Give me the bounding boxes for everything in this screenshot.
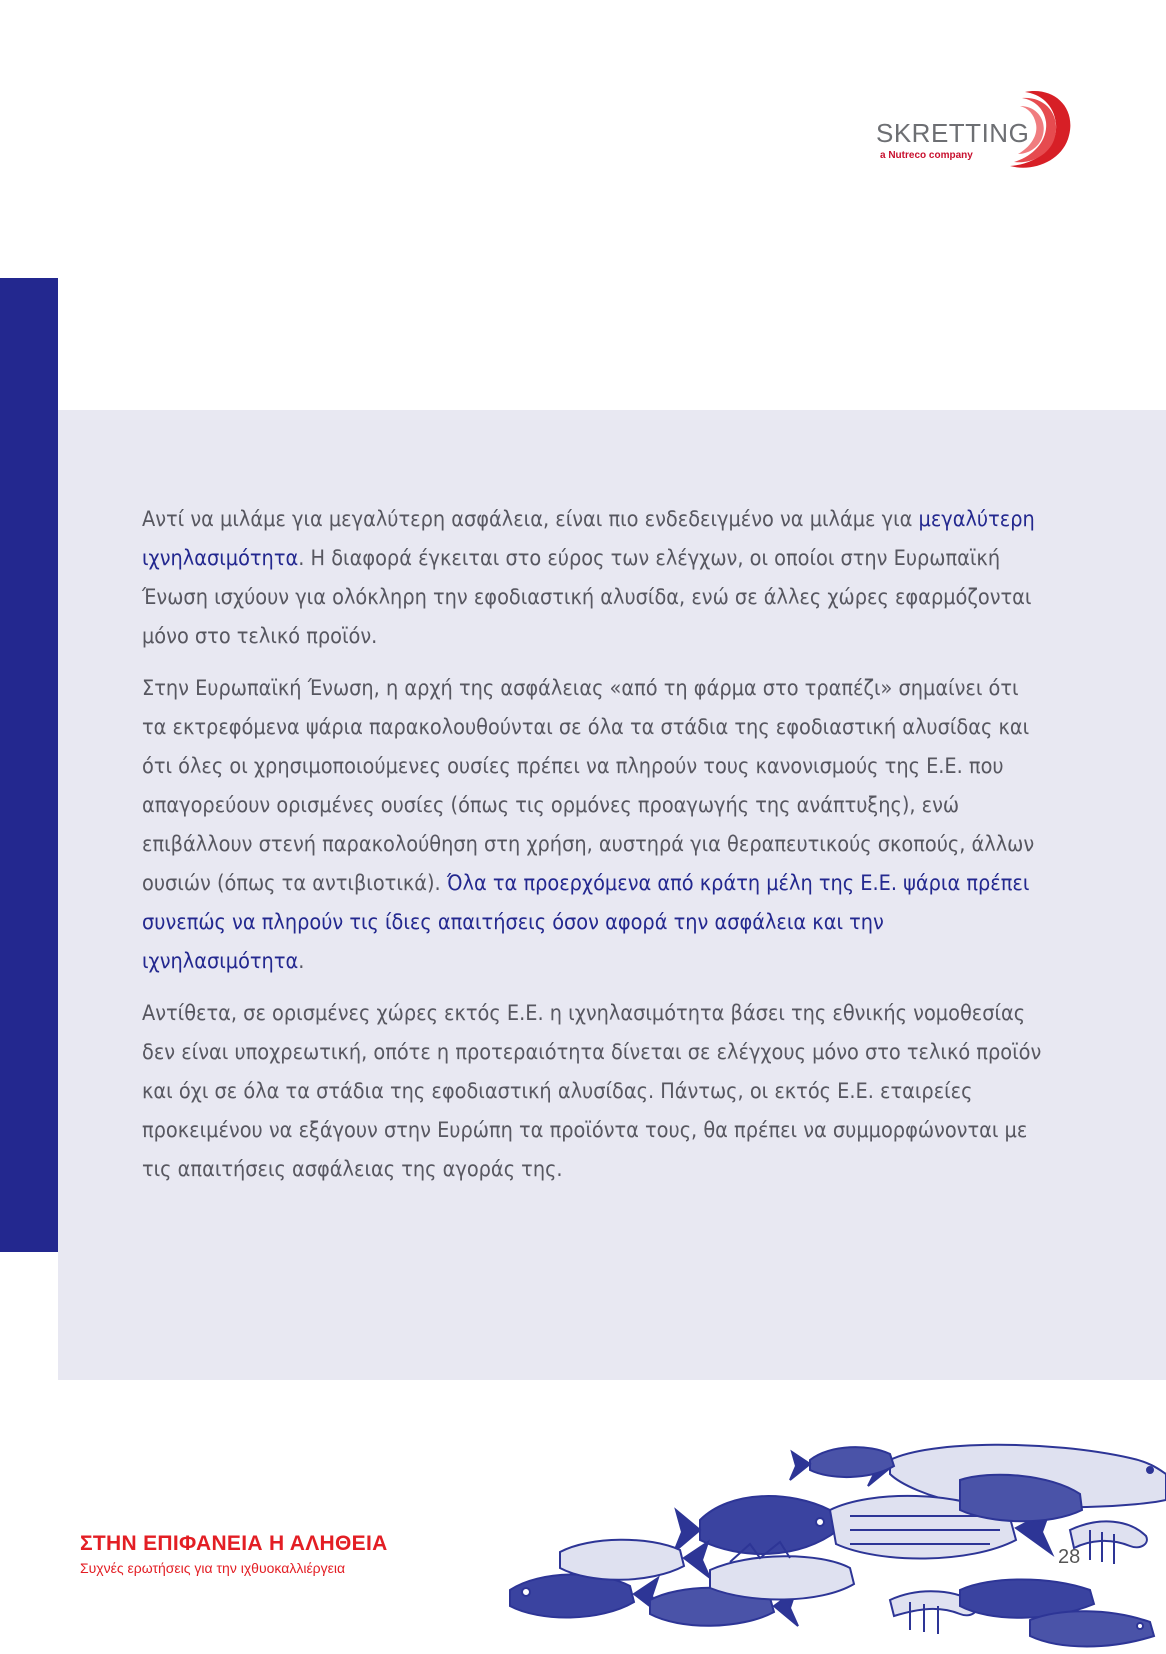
paragraph-1: Αντί να μιλάμε για μεγαλύτερη ασφάλεια, είναι πιο ενδεδειγμένο να μιλάμε για μεγαλύτερη ιχνηλασιμότητα. Η διαφορά έγκειται στο εύρος των ελέγχων, οι οποίοι στην Ευρωπαϊκή Ένωση ισχύουν για ολόκληρη την εφοδιαστική αλυσίδα, ενώ σε άλλες χώρες εφαρμόζονται μόνο στο τελικό προϊόν. <box>142 507 1035 649</box>
logo-wordmark: SKRETTING <box>876 118 1030 148</box>
highlight-traceability: μεγαλύτερη ιχνηλασιμότητα <box>142 507 1035 571</box>
side-accent-bar <box>0 278 58 1252</box>
footer-subtitle: Συχνές ερωτήσεις για την ιχθυοκαλλιέργεια <box>80 1560 346 1576</box>
paragraph-2: Στην Ευρωπαϊκή Ένωση, η αρχή της ασφάλειας «από τη φάρμα στο τραπέζι» σημαίνει ότι τα εκτρεφόμενα ψάρια παρακολουθούνται σε όλα τα στάδια της εφοδιαστική αλυσίδας και ότι όλες οι χρησιμοποιούμενες ουσίες πρέπει να πληρούν τους κανονισμούς της Ε.Ε. που απαγορεύουν ορισμένες ουσίες (όπως τις ορμόνες προαγωγής της ανάπτυξης), ενώ επιβάλλουν στενή παρακολούθηση στη χρήση, αυστηρά για θεραπευτικούς σκοπούς, άλλων ουσιών (όπως τα αντιβιοτικά). Όλα τα προερχόμενα από κράτη μέλη της Ε.Ε. ψάρια πρέπει συνεπώς να πληρούν τις ίδιες απαιτήσεις όσον αφορά την ασφάλεια και την ιχνηλασιμότητα. <box>142 676 1035 974</box>
paragraph-3: Αντίθετα, σε ορισμένες χώρες εκτός Ε.Ε. η ιχνηλασιμότητα βάσει της εθνικής νομοθεσίας δεν είναι υποχρεωτική, οπότε η προτεραιότητα δίνεται σε ελέγχους μόνο στο τελικό προϊόν και όχι σε όλα τα στάδια της εφοδιαστική αλυσίδας. Πάντως, οι εκτός Ε.Ε. εταιρείες προκειμένου να εξάγουν στην Ευρώπη τα προϊόντα τους, θα πρέπει να συμμορφώνονται με τις απαιτήσεις ασφάλειας της αγοράς της. <box>142 1001 1042 1182</box>
highlight-eu-requirements: Όλα τα προερχόμενα από κράτη μέλη της Ε.Ε. ψάρια πρέπει συνεπώς να πληρούν τις ίδιες απαιτήσεις όσον αφορά την ασφάλεια και την ιχνηλασιμότητα <box>142 871 1030 974</box>
body-text <box>142 500 1042 1202</box>
skretting-logo <box>870 84 1080 174</box>
logo-tagline: a Nutreco company <box>880 150 973 161</box>
page-number: 28 <box>1058 1546 1081 1568</box>
swirl-logo-icon <box>970 84 1080 174</box>
footer-title: ΣΤΗΝ ΕΠΙΦΑΝΕΙΑ Η ΑΛΗΘΕΙΑ <box>80 1532 388 1555</box>
